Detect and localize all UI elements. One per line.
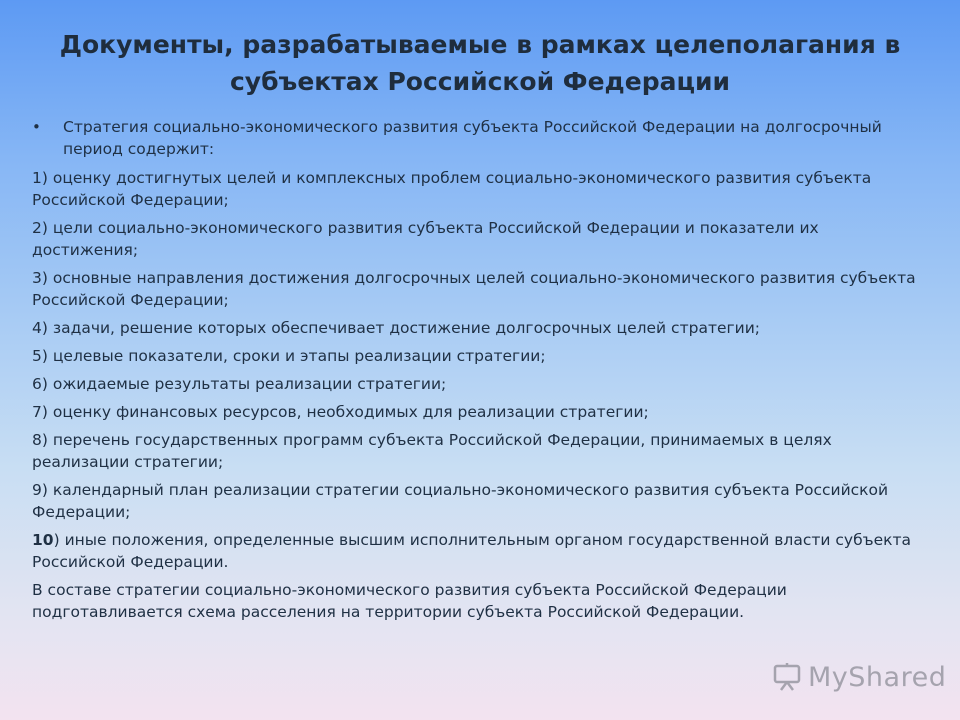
item-text: основные направления достижения долгосрочных целей социально-экономического развития субъекта Российской Федерации; [32, 269, 916, 309]
bullet-intro [32, 116, 920, 160]
item-text: оценку финансовых ресурсов, необходимых для реализации стратегии; [52, 403, 649, 421]
item-text: задачи, решение которых обеспечивает достижение долгосрочных целей стратегии; [52, 319, 761, 337]
item-text: календарный план реализации стратегии социально-экономического развития субъекта Российской Федерации; [32, 481, 889, 521]
list-item-3 [32, 267, 920, 311]
item-number-bold: 10 [32, 531, 54, 549]
list-item-7 [32, 401, 920, 423]
item-text: оценку достигнутых целей и комплексных проблем социально-экономического развития субъекта Российской Федерации; [32, 169, 872, 209]
item-number: 5) [32, 347, 48, 365]
list-item-6 [32, 373, 920, 395]
slide-title: Документы, разрабатываемые в рамках целеполагания в субъектах Российской Федерации [59, 30, 901, 96]
item-text: перечень государственных программ субъекта Российской Федерации, принимаемых в целях реализации стратегии; [32, 431, 832, 471]
item-number: 9) [32, 481, 48, 499]
watermark [772, 657, 946, 697]
item-text: цели социально-экономического развития субъекта Российской Федерации и показатели их достижения; [32, 219, 819, 259]
item-text: ожидаемые результаты реализации стратегии; [52, 375, 447, 393]
list-item-2 [32, 217, 920, 261]
list-item-9 [32, 479, 920, 523]
list-item-8 [32, 429, 920, 473]
item-number: 6) [32, 375, 48, 393]
item-number: 1) [32, 169, 48, 187]
item-number-suffix: ) [53, 531, 60, 549]
closing-paragraph: В составе стратегии социально-экономического развития субъекта Российской Федерации подготавливается схема расселения на территории субъекта Российской Федерации. [32, 581, 787, 621]
item-number: 2) [32, 219, 48, 237]
item-number: 4) [32, 319, 48, 337]
bullet-marker: • [32, 118, 41, 136]
bullet-text: Стратегия социально-экономического развития субъекта Российской Федерации на долгосрочный период содержит: [63, 118, 882, 158]
list-item-4 [32, 317, 920, 339]
presentation-icon [772, 662, 802, 692]
list-item-5 [32, 345, 920, 367]
item-number: 7) [32, 403, 48, 421]
item-text: целевые показатели, сроки и этапы реализации стратегии; [52, 347, 546, 365]
item-number: 8) [32, 431, 48, 449]
item-text: иные положения, определенные высшим исполнительным органом государственной власти субъекта Российской Федерации. [32, 531, 912, 571]
slide-content [32, 116, 920, 629]
list-item-10 [32, 529, 920, 573]
item-number: 3) [32, 269, 48, 287]
watermark-text: MyShared [808, 661, 947, 693]
list-item-1 [32, 167, 920, 211]
